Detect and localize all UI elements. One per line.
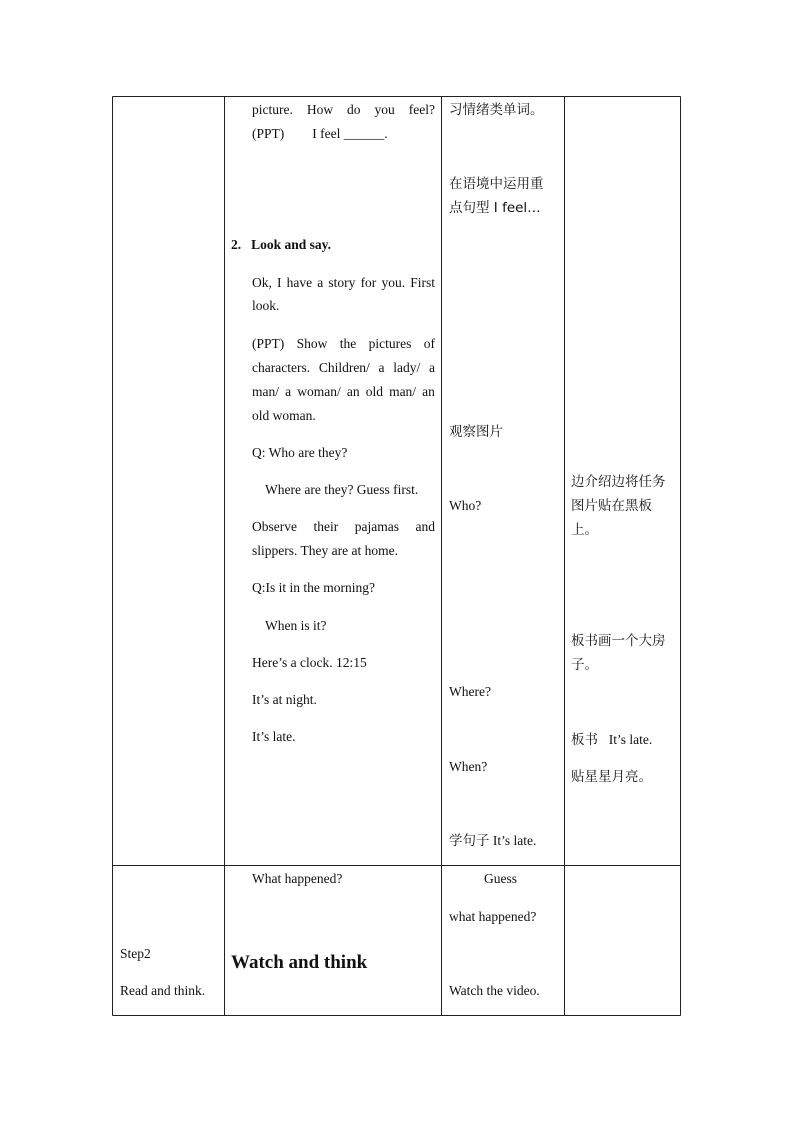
col4-note-1c: 上。 — [571, 522, 598, 538]
word: woman/ — [297, 384, 341, 399]
word: Observe — [252, 519, 297, 534]
night-line: It’s at night. — [252, 692, 317, 707]
word: old — [365, 384, 383, 399]
answer-blank: ______. — [343, 126, 388, 141]
word: their — [313, 519, 339, 534]
word: pictures — [368, 336, 412, 351]
question-when: When is it? — [265, 618, 327, 633]
col3-when: When? — [449, 759, 488, 774]
col2-story-line2: look. — [252, 298, 280, 313]
col3-who: Who? — [449, 498, 482, 513]
col2-ppt-line1 — [252, 336, 435, 352]
word: an — [346, 384, 360, 399]
step-name: Read and think. — [120, 983, 206, 998]
col3-learn-sentence — [449, 833, 536, 849]
word: pajamas — [354, 519, 399, 534]
col2-observe-line1 — [252, 519, 435, 535]
word: I — [277, 275, 282, 290]
word: a — [317, 275, 324, 290]
word: picture. — [252, 102, 293, 117]
row2-watch-video: Watch the video. — [449, 983, 540, 998]
question-where: Where are they? Guess first. — [265, 482, 419, 497]
col4-note-1a: 边介绍边将任务 — [571, 474, 666, 490]
question-morning: Q:Is it in the morning? — [252, 580, 375, 595]
col2-ppt-line2 — [252, 360, 435, 376]
word: lady/ — [393, 360, 421, 375]
word: Children/ — [318, 360, 370, 375]
word: (PPT) — [252, 336, 285, 351]
learn-cn: 学句子 — [449, 833, 490, 849]
word: a — [285, 384, 292, 399]
col4-note-2b: 子。 — [571, 657, 598, 673]
col2-ppt-line4: old woman. — [252, 408, 316, 423]
word: for — [360, 275, 377, 290]
question-who: Q: Who are they? — [252, 445, 348, 460]
word: feel? — [408, 102, 435, 117]
col4-note-2a: 板书画一个大房 — [571, 633, 666, 649]
col2-observe-line2: slippers. They are at home. — [252, 543, 398, 558]
row2-what-happened: what happened? — [449, 909, 537, 924]
section-title: Look and say. — [251, 237, 332, 252]
word: a — [378, 360, 385, 375]
word: you. — [381, 275, 406, 290]
col3-context-note-2 — [449, 200, 541, 216]
col4-note-4: 贴星星月亮。 — [571, 769, 652, 785]
word: of — [423, 336, 435, 351]
section-2-heading — [231, 237, 331, 253]
clock-line: Here’s a clock. 12:15 — [252, 655, 367, 670]
word: man/ — [389, 384, 417, 399]
word: man/ — [252, 384, 279, 399]
section-number: 2. — [231, 237, 242, 252]
col2-line-picture — [252, 102, 435, 118]
board-cn: 板书 — [571, 732, 598, 748]
col2-ppt-line3 — [252, 384, 435, 400]
step-label: Step2 — [120, 946, 151, 961]
board-en: It’s late. — [608, 732, 653, 747]
col3-vocab-note: 习情绪类单词。 — [449, 102, 544, 118]
ppt-prefix: (PPT) — [252, 126, 285, 141]
col3-where: Where? — [449, 684, 491, 699]
context-note-text: 点句型 I feel… — [449, 200, 541, 216]
word: characters. — [252, 360, 311, 375]
word: you — [374, 102, 395, 117]
col3-observe-note: 观察图片 — [449, 424, 503, 440]
col4-note-3 — [571, 732, 652, 748]
word: How — [306, 102, 334, 117]
feel-text: I feel — [312, 126, 341, 141]
row2-title: Watch and think — [231, 952, 368, 973]
word: First — [410, 275, 435, 290]
word: story — [328, 275, 356, 290]
col4-note-1b: 图片贴在黑板 — [571, 498, 652, 514]
late-line: It’s late. — [252, 729, 296, 744]
word: a — [428, 360, 435, 375]
learn-en: It’s late. — [492, 833, 537, 848]
col2-story-line1 — [252, 275, 435, 291]
word: do — [347, 102, 361, 117]
word: an — [422, 384, 435, 399]
word: the — [339, 336, 357, 351]
col3-context-note-1: 在语境中运用重 — [449, 176, 544, 192]
word: Ok, — [252, 275, 272, 290]
word: and — [415, 519, 435, 534]
col2-line-ppt-feel — [252, 126, 388, 142]
word: have — [286, 275, 313, 290]
row2-guess: Guess — [484, 871, 517, 886]
row2-question: What happened? — [252, 871, 343, 886]
word: Show — [296, 336, 328, 351]
